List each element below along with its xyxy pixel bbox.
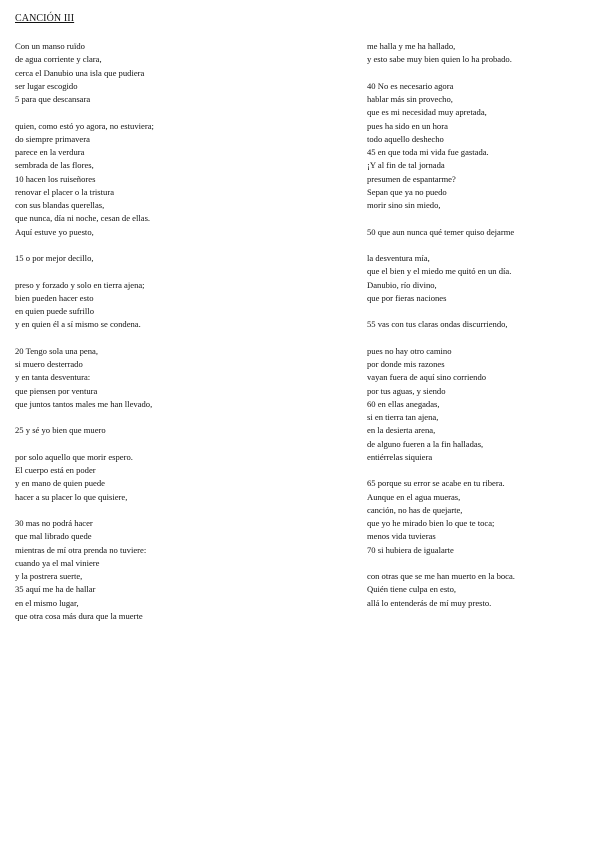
verse-line: presumen de espantarme? [367, 173, 456, 184]
stanza-break [367, 305, 592, 318]
verse-line: 65 porque su error se acabe en tu ribera. [367, 478, 505, 489]
verse-line: que el bien y el miedo me quitó en un día. [367, 266, 512, 277]
verse-line: do siempre primavera [15, 133, 90, 144]
verse-line: sembrada de las flores, [15, 160, 94, 171]
stanza-break [15, 265, 345, 278]
verse-line: ¡Y al fin de tal jornada [367, 160, 445, 171]
verse-line: Con un manso ruïdo [15, 41, 85, 51]
stanza-break [15, 438, 345, 451]
poem-right-column [367, 40, 592, 610]
verse-line: 15 o por mejor decillo, [15, 253, 94, 263]
verse-line: mientras de mí otra prenda no tuviere: [15, 544, 147, 555]
verse-line: que otra cosa más dura que la muerte [15, 610, 143, 621]
verse-line: pues ha sido en un hora [367, 120, 448, 131]
verse-line: en quien puede sufrillo [15, 306, 94, 316]
verse-line: cerca el Danubio una isla que pudiera [15, 67, 145, 78]
verse-line: preso y forzado y solo en tierra ajena; [15, 279, 145, 290]
stanza-break [367, 557, 592, 570]
poem-left-column [15, 40, 345, 623]
verse-line: Aquí estuve yo puesto, [15, 226, 94, 237]
verse-line: que nunca, día ni noche, cesan de ellas. [15, 213, 151, 224]
verse-line: morir sino sin miedo, [367, 200, 441, 210]
verse-line: que piensen por ventura [15, 385, 98, 396]
verse-line: por donde mis razones [367, 359, 445, 369]
verse-line: 10 hacen los ruiseñores [15, 173, 96, 184]
stanza-break [367, 212, 592, 225]
verse-line: y en tanta desventura: [15, 372, 91, 383]
poem-title: CANCIÓN III [15, 13, 75, 24]
verse-line: 55 vas con tus claras ondas discurriendo, [367, 319, 508, 330]
verse-line: vayan fuera de aquí sino corriendo [367, 372, 487, 383]
verse-line: con sus blandas querellas, [15, 200, 105, 210]
verse-line: la desventura mía, [367, 253, 430, 263]
verse-line: El cuerpo está en poder [15, 465, 96, 475]
verse-line: 5 para que descansara [15, 94, 91, 104]
verse-line: parece en la verdura [15, 147, 85, 157]
verse-line: con otras que se me han muerto en la boca. [367, 571, 515, 581]
verse-line: de agua corriente y clara, [15, 54, 102, 65]
verse-line: 35 aquí me ha de hallar [15, 584, 96, 595]
verse-line: de alguno fueren a la fin halladas, [367, 438, 484, 449]
verse-line: 40 No es necesario agora [367, 80, 454, 91]
verse-line: quien, como estó yo agora, no estuviera; [15, 120, 154, 131]
verse-line: si muero desterrado [15, 359, 83, 369]
stanza-break [15, 106, 345, 119]
stanza-break [367, 332, 592, 345]
verse-line: Quién tiene culpa en esto, [367, 584, 457, 595]
verse-line: en el mismo lugar, [15, 597, 79, 608]
verse-line: y en mano de quien puede [15, 478, 105, 489]
verse-line: por tus aguas, y siendo [367, 385, 446, 396]
verse-line: por solo aquello que morir espero. [15, 451, 133, 462]
stanza-break [367, 239, 592, 252]
verse-line: Sepan que ya no puedo [367, 186, 447, 197]
verse-line: todo aquello deshecho [367, 133, 444, 144]
stanza-break [15, 411, 345, 424]
verse-line: renovar el placer o la tristura [15, 186, 115, 197]
verse-line: cuando ya el mal viniere [15, 557, 100, 568]
verse-line: que yo he mirado bien lo que te toca; [367, 518, 495, 528]
verse-line: ser lugar escogido [15, 80, 78, 91]
verse-line: que por fieras naciones [367, 292, 447, 303]
verse-line: y en quien él a sí mismo se condena. [15, 319, 141, 330]
verse-line: y esto sabe muy bien quien lo ha probado. [367, 54, 512, 65]
stanza-break [15, 332, 345, 345]
verse-line: 50 que aun nunca qué temer quiso dejarme [367, 226, 515, 237]
verse-line: si en tierra tan ajena, [367, 412, 439, 422]
verse-line: entiérrelas siquiera [367, 451, 433, 462]
verse-line: en la desierta arena, [367, 425, 436, 436]
verse-line: me halla y me ha hallado, [367, 41, 456, 51]
verse-line: 45 en que toda mi vida fue gastada. [367, 147, 489, 157]
verse-line: 70 si hubiera de igualarte [367, 544, 454, 555]
verse-line: 60 en ellas anegadas, [367, 398, 440, 409]
stanza-break [15, 504, 345, 517]
verse-line: Aunque en el agua mueras, [367, 491, 461, 502]
verse-line: Danubio, río divino, [367, 279, 437, 290]
verse-line: canción, no has de quejarte, [367, 504, 463, 515]
verse-line: 30 mas no podrá hacer [15, 518, 93, 528]
verse-line: menos vida tuvieras [367, 531, 436, 542]
verse-line: hacer a su placer lo que quisiere, [15, 491, 128, 502]
verse-line: que juntos tantos males me han llevado, [15, 398, 153, 409]
verse-line: hablar más sin provecho, [367, 94, 453, 104]
verse-line: 25 y sé yo bien que muero [15, 425, 106, 436]
verse-line: 20 Tengo sola una pena, [15, 345, 99, 356]
verse-line: que es mi necesidad muy apretada, [367, 107, 487, 118]
verse-line: y la postrera suerte, [15, 571, 83, 581]
stanza-break [367, 464, 592, 477]
verse-line: que mal librado quede [15, 531, 92, 542]
verse-line: bien pueden hacer esto [15, 292, 94, 303]
stanza-break [367, 67, 592, 80]
verse-line: pues no hay otro camino [367, 345, 452, 356]
stanza-break [15, 239, 345, 252]
verse-line: allá lo entenderás de mí muy presto. [367, 597, 492, 608]
